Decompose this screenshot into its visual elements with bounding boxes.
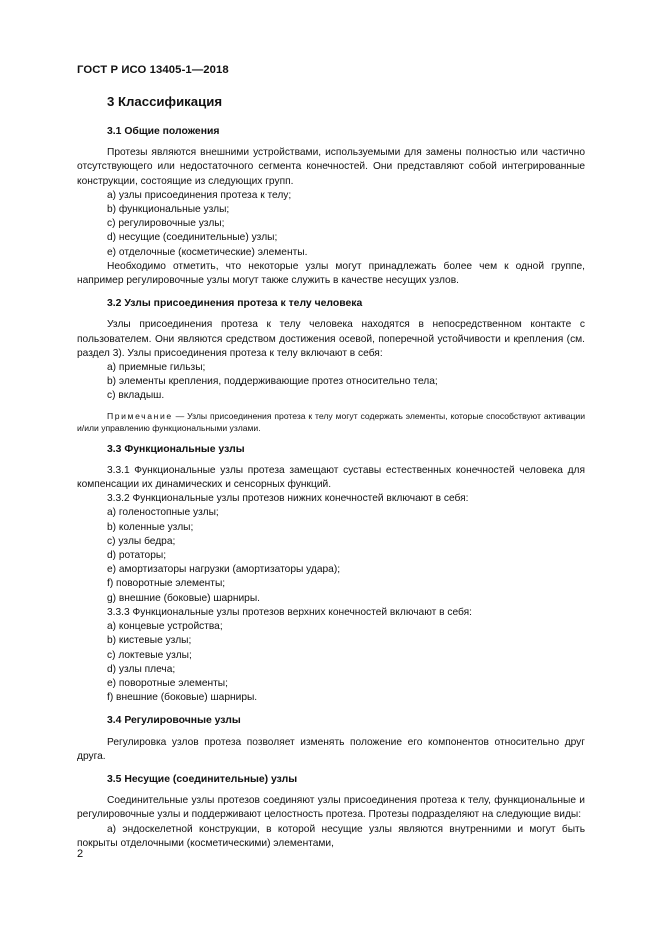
list-item: а) узлы присоединения протеза к телу; bbox=[107, 189, 292, 201]
spacer bbox=[77, 705, 585, 714]
list-item: а) приемные гильзы; bbox=[107, 362, 206, 374]
list-item: d) несущие (соединительные) узлы; bbox=[107, 232, 278, 244]
spacer bbox=[77, 434, 585, 443]
document-code: ГОСТ Р ИСО 13405-1—2018 bbox=[77, 64, 229, 76]
section-3-1-title: 3.1 Общие положения bbox=[107, 126, 220, 137]
list-item: b) кистевые узлы; bbox=[107, 635, 192, 647]
page-content bbox=[77, 94, 585, 851]
section-3-4-title: 3.4 Регулировочные узлы bbox=[107, 715, 241, 727]
note-label: Примечание bbox=[107, 410, 173, 421]
paragraph-3-3-3: 3.3.3 Функциональные узлы протезов верхних конечностей включают в себя: bbox=[107, 606, 472, 618]
section-3-4-text: Регулировка узлов протеза позволяет изменять положение его компонентов относительно друг друга. bbox=[77, 736, 585, 762]
list-item: d) ротаторы; bbox=[107, 550, 167, 562]
list-item: b) функциональные узлы; bbox=[107, 204, 230, 216]
list-item: а) голеностопные узлы; bbox=[107, 507, 219, 519]
section-3-2-intro: Узлы присоединения протеза к телу человека находятся в непосредственном контакте с пользователем. Они являются средством достижения осевой, поперечной устойчивости и крепления (см. раздел 3). Узлы присоединения протеза к телу включают в себя: bbox=[77, 319, 585, 359]
list-item: c) локтевые узлы; bbox=[107, 649, 192, 661]
page-number: 2 bbox=[77, 848, 84, 860]
paragraph-3-3-2: 3.3.2 Функциональные узлы протезов нижних конечностей включают в себя: bbox=[107, 493, 469, 505]
section-3-5-title: 3.5 Несущие (соединительные) узлы bbox=[107, 773, 298, 785]
spacer bbox=[77, 288, 585, 297]
list-item: e) отделочные (косметические) элементы. bbox=[107, 246, 308, 258]
section-3-2-title: 3.2 Узлы присоединения протеза к телу человека bbox=[107, 298, 363, 310]
list-item: d) узлы плеча; bbox=[107, 663, 176, 675]
list-item: f) внешние (боковые) шарниры. bbox=[107, 692, 258, 704]
note bbox=[77, 410, 585, 434]
paragraph-3-3-1: 3.3.1 Функциональные узлы протеза замещают суставы естественных конечностей человека для компенсации их динамических и сенсорных функций. bbox=[77, 464, 585, 491]
list-item: e) поворотные элементы; bbox=[107, 677, 228, 689]
spacer bbox=[77, 764, 585, 773]
list-item: g) внешние (боковые) шарниры. bbox=[107, 592, 260, 604]
section-3-1-outro: Необходимо отметить, что некоторые узлы могут принадлежать более чем к одной группе, например регулировочные узлы могут также служить в качестве несущих узлов. bbox=[77, 260, 585, 287]
list-item: c) регулировочные узлы; bbox=[107, 218, 225, 230]
list-item: f) поворотные элементы; bbox=[107, 578, 226, 590]
note-text: — Узлы присоединения протеза к телу могут содержать элементы, которые способствуют активации и/или управлению функциональными узлами. bbox=[77, 410, 585, 433]
list-item: e) амортизаторы нагрузки (амортизаторы удара); bbox=[107, 564, 341, 576]
section-3-5-item-a: а) эндоскелетной конструкции, в которой несущие узлы являются внутренними и могут быть покрыты отделочными (косметическими) элементами, bbox=[77, 823, 585, 849]
list-item: b) коленные узлы; bbox=[107, 521, 194, 533]
section-3-3-title: 3.3 Функциональные узлы bbox=[107, 443, 245, 455]
section-3-5-text: Соединительные узлы протезов соединяют узлы присоединения протеза к телу, функциональные и регулировочные узлы и поддерживают целостность протеза. Протезы подразделяют на следующие виды: bbox=[77, 795, 585, 821]
section-3-title: 3 Классификация bbox=[107, 94, 223, 109]
list-item: b) элементы крепления, поддерживающие протез относительно тела; bbox=[107, 376, 438, 388]
list-item: а) концевые устройства; bbox=[107, 621, 223, 633]
list-item: c) вкладыш. bbox=[107, 390, 165, 402]
section-3-1-intro: Протезы являются внешними устройствами, используемыми для замены полностью или частично отсутствующего или недостаточного сегмента конечностей. Они представляют собой интегрированные конструкции, состоящие из следующих групп. bbox=[77, 147, 585, 187]
list-item: c) узлы бедра; bbox=[107, 535, 176, 547]
